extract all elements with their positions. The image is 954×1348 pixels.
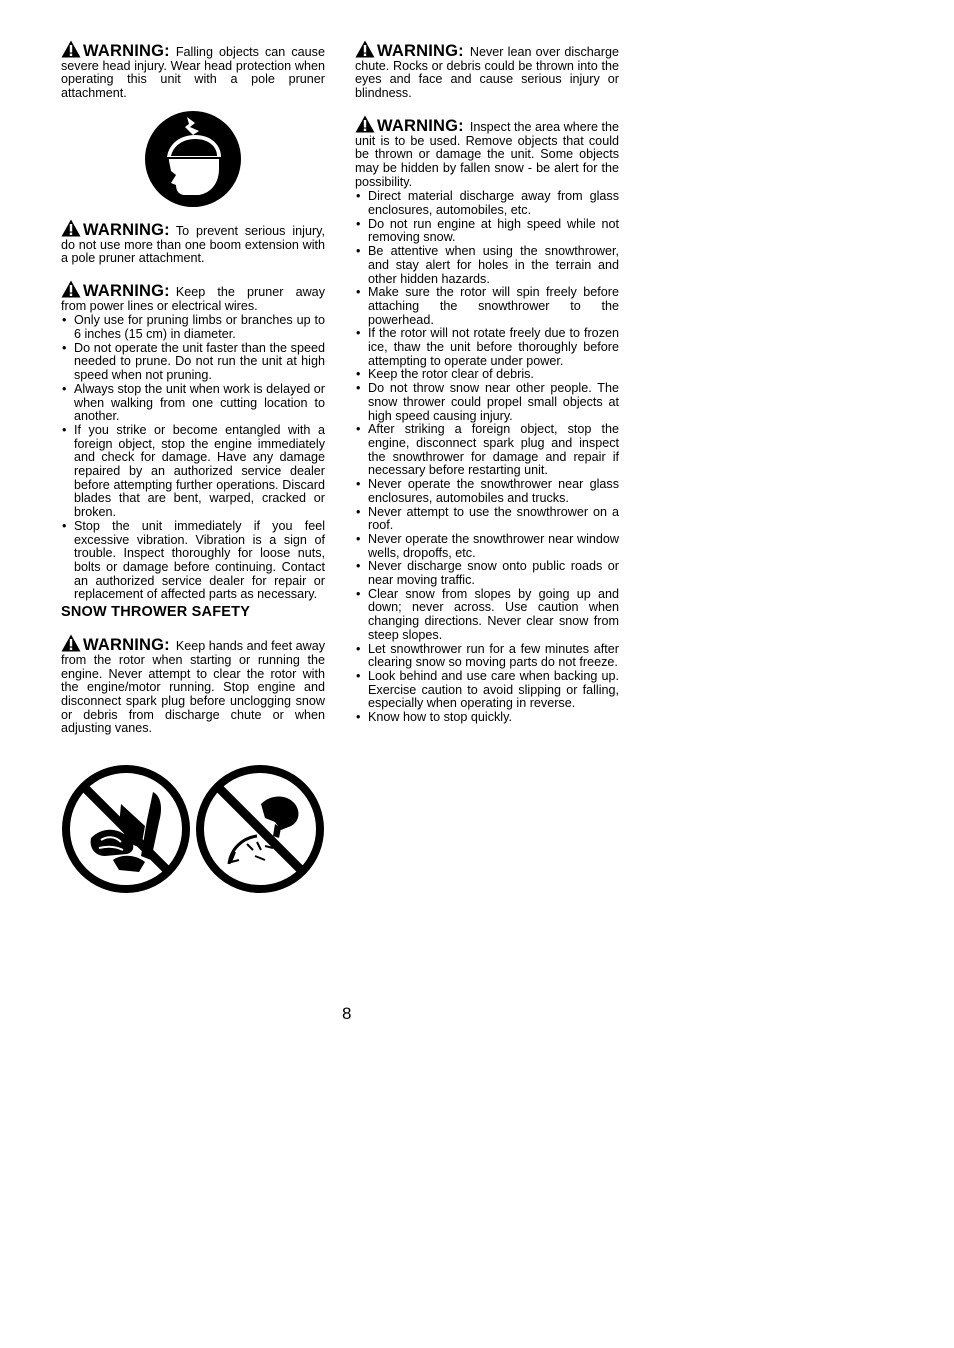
page-number: 8 [342,1004,352,1023]
left-column [61,40,325,894]
warning-label: WARNING: [83,636,170,655]
warning-label: WARNING: [377,116,464,135]
list-item: • Only use for pruning limbs or branches up to 6 inches (15 cm) in diameter. [61,314,325,341]
warning-boom-extension [61,219,325,266]
no-hands-feet-icon [61,764,191,894]
list-item: • If you strike or become entangled with a foreign object, stop the engine immediately and check for damage. Have any damage repaired by an authorized service dealer before attempting further operations. Discard blades that are bent, warped, cracked or broken. [61,424,325,520]
warning-inspect-area [355,115,619,190]
list-item: • Do not run engine at high speed while not removing snow. [355,218,619,245]
warning-discharge-chute [355,40,619,101]
list-item: • Clear snow from slopes by going up and down; never across. Use caution when changing directions. Never clear snow from steep slopes. [355,588,619,643]
list-item: • Let snowthrower run for a few minutes after clearing snow so moving parts do not freeze. [355,643,619,670]
list-item: • Never discharge snow onto public roads or near moving traffic. [355,560,619,587]
warning-text: Falling objects can cause severe head injury. Wear head protection when operating this unit with a pole pruner attachment. [61,45,325,101]
list-item: • Never operate the snowthrower near glass enclosures, automobiles and trucks. [355,478,619,505]
prohibition-figures [61,764,325,894]
warning-label: WARNING: [83,220,170,239]
list-item: • If the rotor will not rotate freely due to frozen ice, thaw the unit before thoroughly before attempting to operate under power. [355,327,619,368]
list-item: • Never operate the snowthrower near window wells, dropoffs, etc. [355,533,619,560]
warning-rotor [61,634,325,736]
warning-label: WARNING: [83,281,170,300]
warning-text: To prevent serious injury, do not use more than one boom extension with a pole pruner attachment. [61,223,325,266]
warning-triangle-icon [355,40,375,58]
list-item: • Keep the rotor clear of debris. [355,368,619,382]
list-item: • Be attentive when using the snowthrower, and stay alert for holes in the terrain and other hidden hazards. [355,245,619,286]
warning-triangle-icon [61,280,81,298]
section-heading-snow-thrower-safety: SNOW THROWER SAFETY [61,604,251,621]
list-item: • Always stop the unit when work is delayed or when walking from one cutting location to another. [61,383,325,424]
pruner-safety-list [61,314,325,602]
right-column [355,40,619,725]
warning-triangle-icon [61,219,81,237]
list-item: • Stop the unit immediately if you feel excessive vibration. Vibration is a sign of trouble. Inspect thoroughly for loose nuts, bolts or damage before continuing. Contact an authorized service dealer for repair or replacement of affected parts as necessary. [61,520,325,602]
warning-text: Never lean over discharge chute. Rocks or debris could be thrown into the eyes and face and cause serious injury or blindness. [355,45,619,101]
list-item: • Direct material discharge away from glass enclosures, automobiles, etc. [355,190,619,217]
warning-falling-objects [61,40,325,101]
warning-text: Inspect the area where the unit is to be used. Remove objects that could be thrown or damage the unit. Some objects may be hidden by fallen snow - be alert for the possibility. [355,119,619,189]
warning-triangle-icon [61,634,81,652]
list-item: • After striking a foreign object, stop the engine, disconnect spark plug and inspect the snowthrower for damage and repair if necessary before restarting unit. [355,423,619,478]
list-item: • Know how to stop quickly. [355,711,619,725]
list-item: • Never attempt to use the snowthrower on a roof. [355,506,619,533]
warning-label: WARNING: [377,42,464,60]
list-item: • Look behind and use care when backing up. Exercise caution to avoid slipping or falling, especially when operating in reverse. [355,670,619,711]
list-item: • Do not throw snow near other people. The snow thrower could propel small objects at high speed causing injury. [355,382,619,423]
list-item: • Make sure the rotor will spin freely before attaching the snowthrower to the powerhead. [355,286,619,327]
list-item: • Do not operate the unit faster than the speed needed to prune. Do not run the unit at high speed when not pruning. [61,342,325,383]
warning-power-lines [61,280,325,313]
warning-triangle-icon [355,115,375,133]
no-hand-near-rotor-icon [195,764,325,894]
warning-triangle-icon [61,40,81,58]
warning-text: Keep hands and feet away from the rotor when starting or running the engine. Never attempt to clear the rotor with the engine/motor running. Stop engine and disconnect spark plug before unclogging snow or debris from discharge chute or when adjusting vanes. [61,639,325,736]
snowthrower-safety-list [355,190,619,724]
warning-text: Keep the pruner away from power lines or electrical wires. [61,284,325,313]
head-protection-icon [143,109,243,209]
warning-label: WARNING: [83,42,170,60]
